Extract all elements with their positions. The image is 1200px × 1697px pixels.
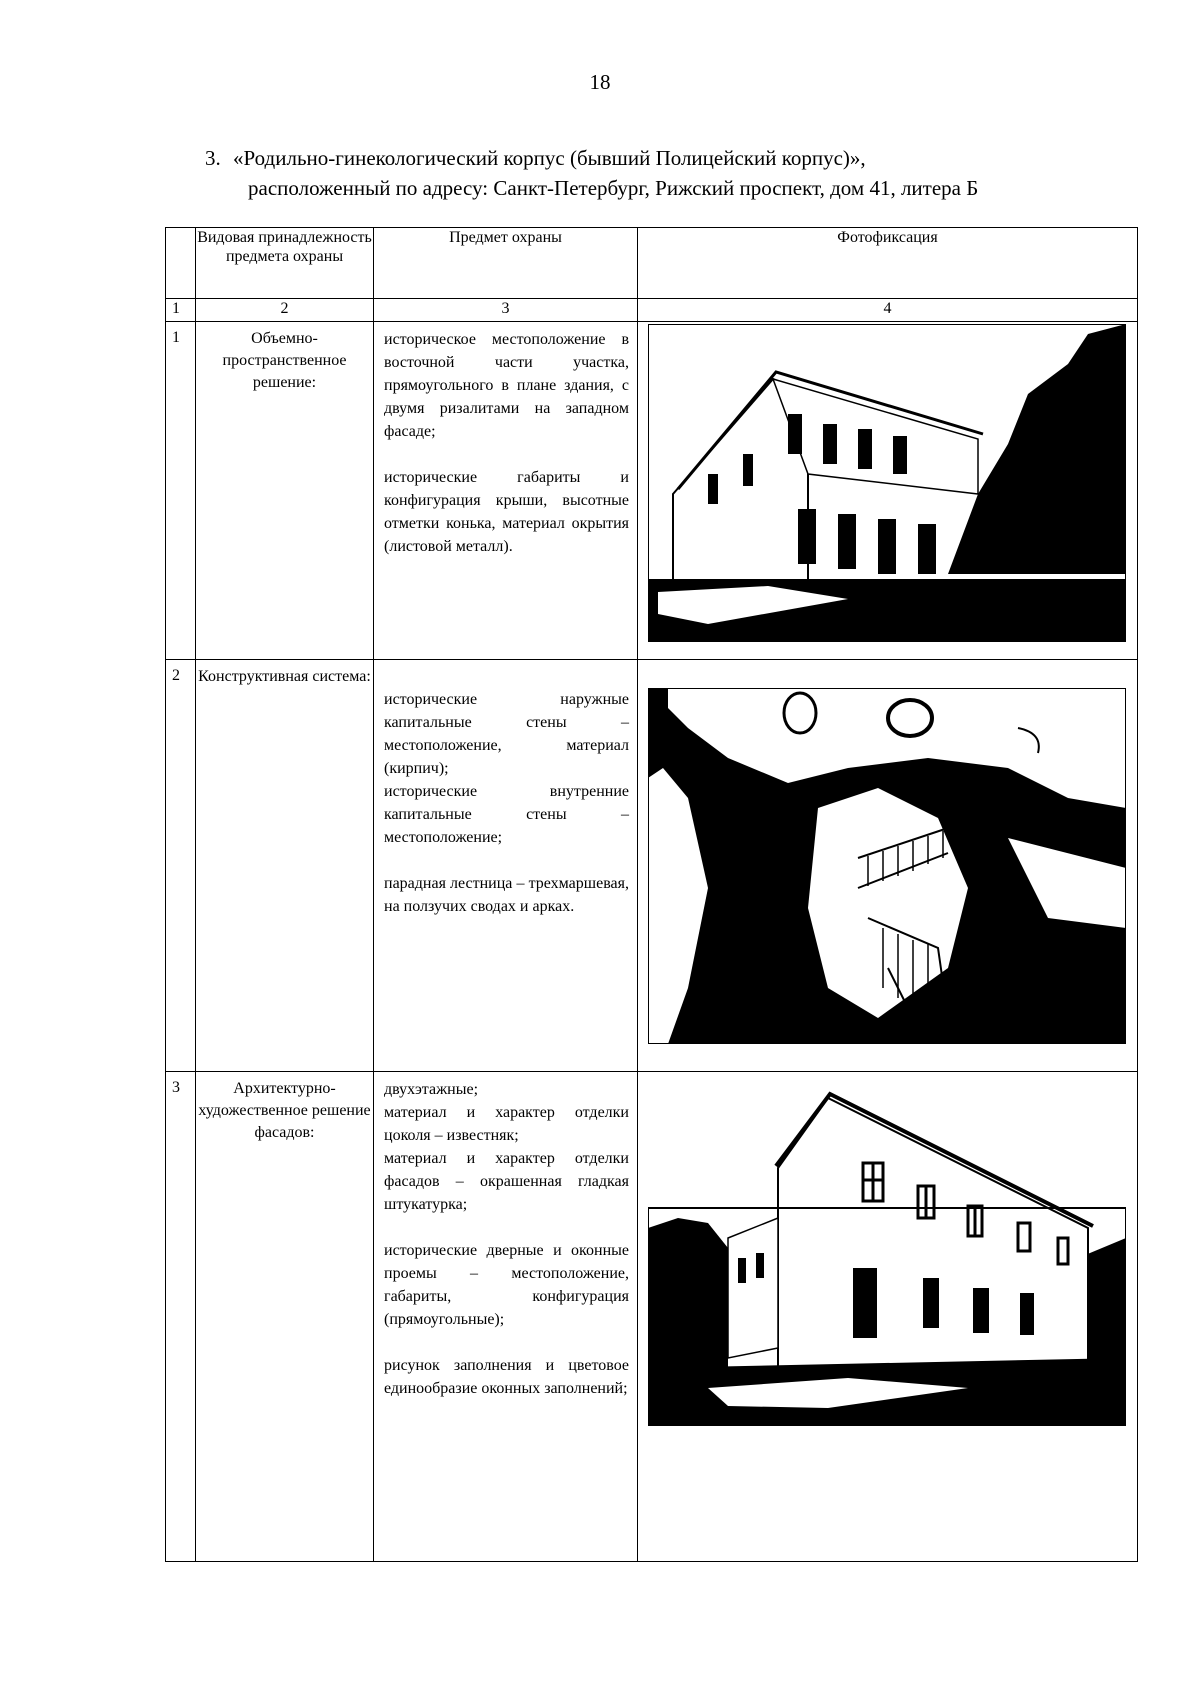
header-subject: Предмет охраны	[374, 228, 638, 299]
row-number: 2	[166, 660, 196, 1072]
description-item: исторические дверные и оконные проемы – местоположение, габариты, конфигурация (прямоугольные);	[384, 1242, 629, 1328]
row-kind: Объемно-пространственное решение:	[196, 322, 374, 660]
table-row	[166, 660, 1138, 1072]
row-photo-cell	[638, 322, 1138, 660]
section-title-line-1: «Родильно-гинекологический корпус (бывший Полицейский корпус)»,	[233, 146, 866, 170]
description-item: рисунок заполнения и цветовое единообразие оконных заполнений;	[384, 1357, 629, 1397]
column-number: 2	[196, 299, 374, 322]
row-description	[374, 1072, 638, 1562]
description-item: материал и характер отделки цоколя – известняк;	[384, 1104, 629, 1144]
row-description	[374, 322, 638, 660]
table-row	[166, 322, 1138, 660]
description-item: материал и характер отделки фасадов – окрашенная гладкая штукатурка;	[384, 1150, 629, 1213]
description-item: парадная лестница – трехмаршевая, на ползучих сводах и арках.	[384, 875, 629, 915]
column-number: 1	[166, 299, 196, 322]
row-photo-cell	[638, 660, 1138, 1072]
row-number: 1	[166, 322, 196, 660]
facade-photo	[648, 1088, 1137, 1426]
page-number: 18	[589, 70, 611, 94]
table-header-row	[166, 228, 1138, 299]
header-photo: Фотофиксация	[638, 228, 1138, 299]
row-number: 3	[166, 1072, 196, 1562]
protection-subject-table	[165, 227, 1138, 1562]
column-number: 4	[638, 299, 1138, 322]
table-row	[166, 1072, 1138, 1562]
header-index	[166, 228, 196, 299]
building-exterior-photo	[648, 324, 1137, 642]
row-description	[374, 660, 638, 1072]
header-kind: Видовая принадлежность предмета охраны	[196, 228, 374, 299]
description-item: двухэтажные;	[384, 1081, 479, 1098]
staircase-interior-photo	[648, 688, 1137, 1044]
section-title-line-2: расположенный по адресу: Санкт-Петербург, Рижский проспект, дом 41, литера Б	[248, 176, 979, 200]
row-kind: Архитектурно-художественное решение фасадов:	[196, 1072, 374, 1562]
description-item: историческое местоположение в восточной части участка, прямоугольного в плане здания, с двумя ризалитами на западном фасаде;	[384, 331, 629, 440]
description-item: исторические габариты и конфигурация крыши, высотные отметки конька, материал окрытия (листовой металл).	[384, 469, 629, 555]
column-number: 3	[374, 299, 638, 322]
description-item: исторические наружные капитальные стены – местоположение, материал (кирпич);	[384, 691, 629, 777]
row-kind: Конструктивная система:	[196, 660, 374, 1072]
column-number-row	[166, 299, 1138, 322]
description-item: исторические внутренние капитальные стены – местоположение;	[384, 783, 629, 846]
section-number: 3.	[205, 146, 221, 170]
row-photo-cell	[638, 1072, 1138, 1562]
